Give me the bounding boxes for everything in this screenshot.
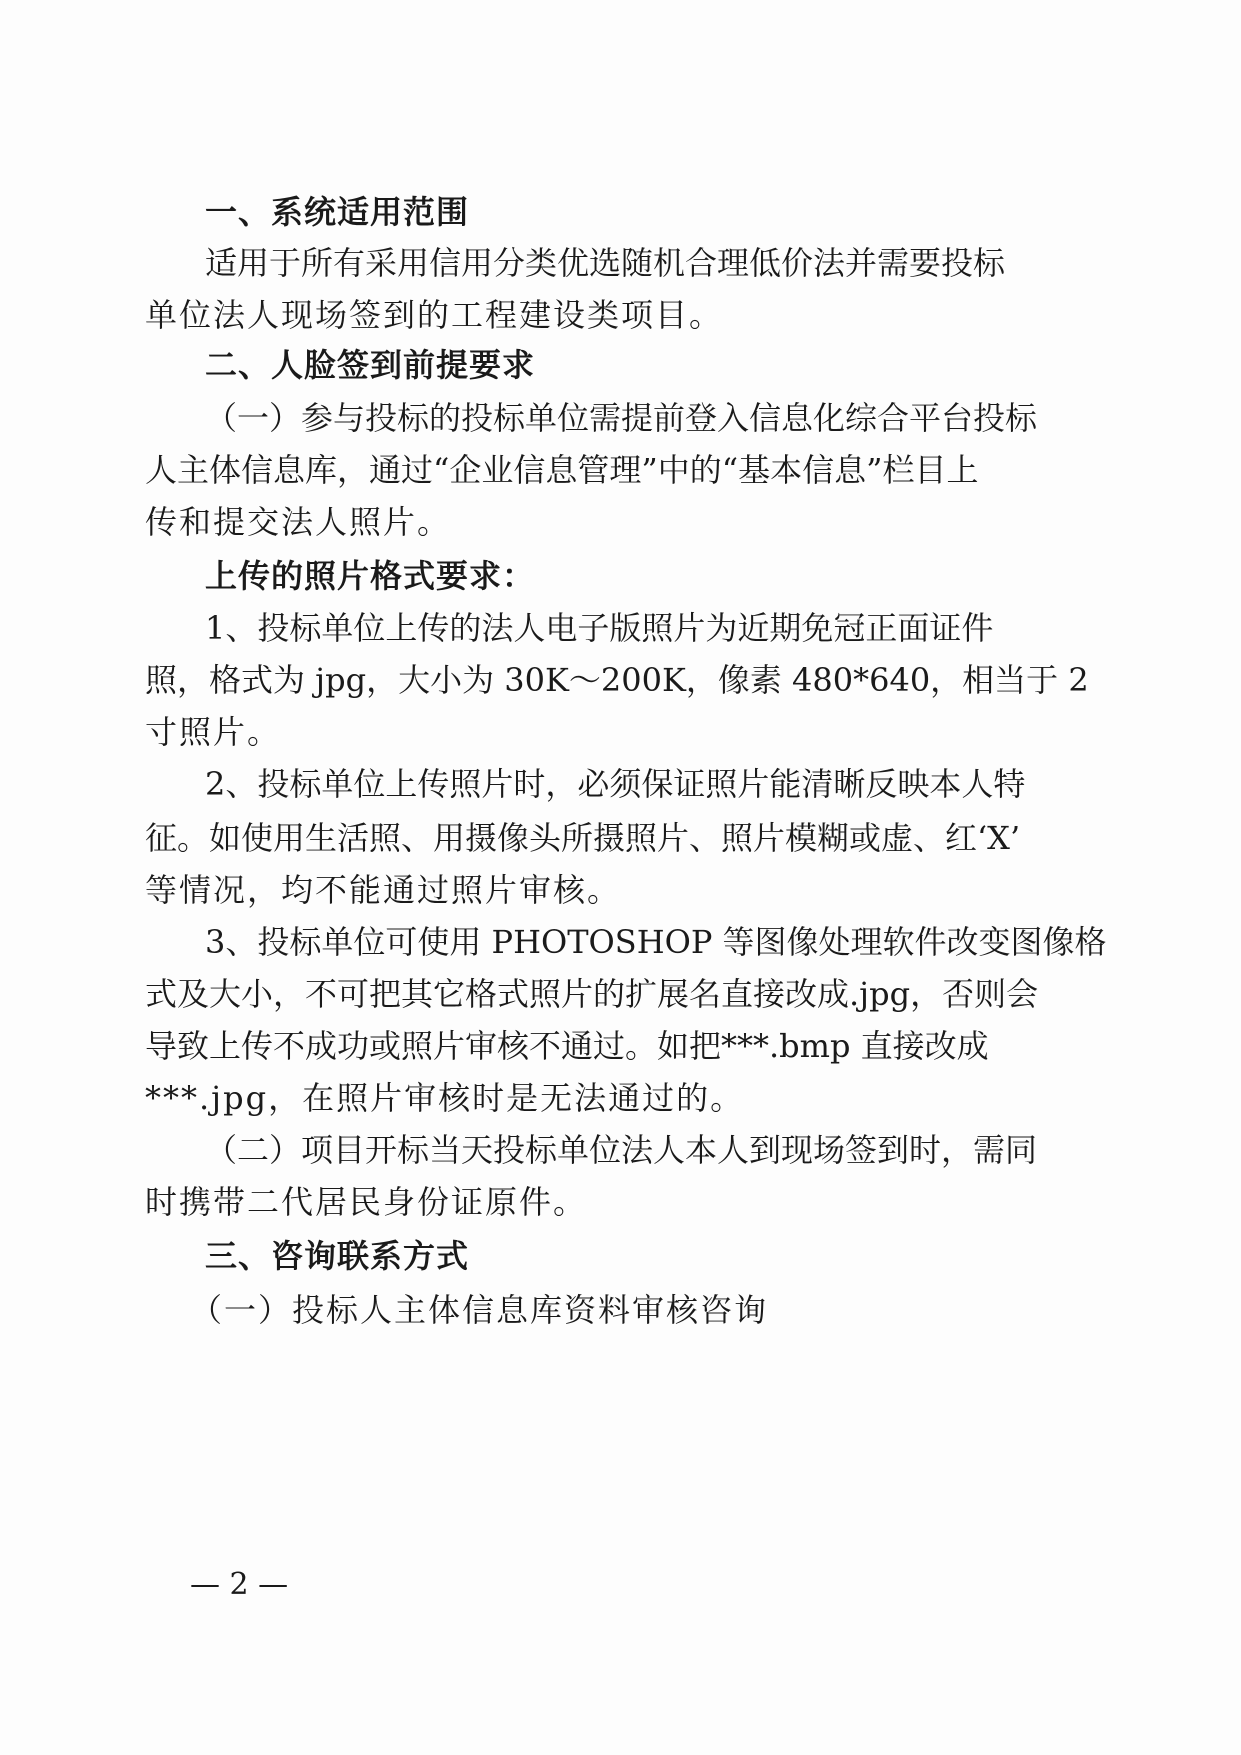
list-item-line: 导致上传不成功或照片审核不通过。如把***.bmp 直接改成 (145, 1027, 989, 1065)
paragraph-line: 单位法人现场签到的工程建设类项目。 (145, 296, 724, 334)
photo-format-subheading: 上传的照片格式要求： (205, 557, 536, 595)
paragraph-line: 人主体信息库，通过“企业信息管理”中的“基本信息”栏目上 (145, 451, 979, 489)
paragraph-line: 传和提交法人照片。 (145, 503, 452, 541)
section-heading-scope: 一、系统适用范围 (205, 193, 470, 231)
paragraph-line: 时携带二代居民身份证原件。 (145, 1183, 588, 1221)
section-heading-contact: 三、咨询联系方式 (205, 1237, 470, 1275)
list-item-line: 1、投标单位上传的法人电子版照片为近期免冠正面证件 (205, 609, 994, 647)
list-item-line: 征。如使用生活照、用摄像头所摄照片、照片模糊或虚、红‘X’ (145, 819, 1021, 857)
paragraph-line: （二）项目开标当天投标单位法人本人到现场签到时，需同 (205, 1131, 1038, 1169)
list-item-line: 照，格式为 jpg，大小为 30K～200K，像素 480*640，相当于 2 (145, 661, 1089, 699)
page-number: — 2 — (190, 1567, 289, 1602)
paragraph-line: （一）参与投标的投标单位需提前登入信息化综合平台投标 (205, 399, 1038, 437)
paragraph-line: 适用于所有采用信用分类优选随机合理低价法并需要投标 (205, 244, 1006, 282)
list-item-line: ***.jpg，在照片审核时是无法通过的。 (145, 1079, 745, 1117)
list-item-line: 2、投标单位上传照片时，必须保证照片能清晰反映本人特 (205, 765, 1026, 803)
list-item-line: 等情况，均不能通过照片审核。 (145, 871, 622, 909)
paragraph-line: （一）投标人主体信息库资料审核咨询 (190, 1291, 769, 1329)
list-item-line: 3、投标单位可使用 PHOTOSHOP 等图像处理软件改变图像格 (205, 923, 1107, 961)
list-item-line: 寸照片。 (145, 713, 282, 751)
list-item-line: 式及大小，不可把其它格式照片的扩展名直接改成.jpg，否则会 (145, 975, 1039, 1013)
section-heading-prerequisites: 二、人脸签到前提要求 (205, 346, 536, 384)
